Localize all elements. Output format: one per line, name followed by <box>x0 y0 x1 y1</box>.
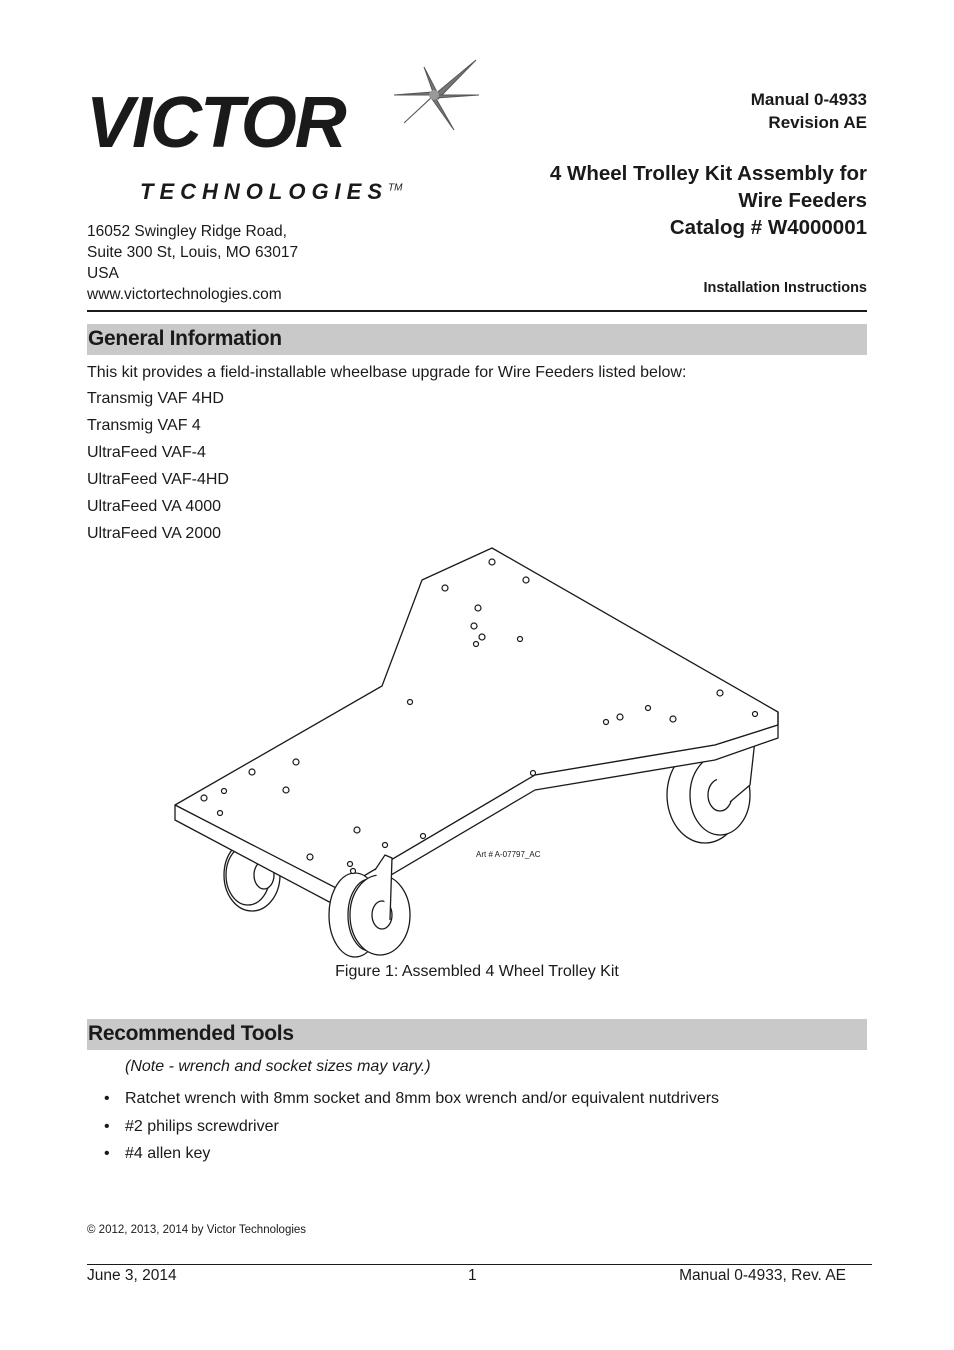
copyright-notice: © 2012, 2013, 2014 by Victor Technologies <box>87 1224 307 1236</box>
manual-revision: Revision AE <box>768 113 867 132</box>
trolley-illustration <box>160 540 800 970</box>
document-title <box>550 160 867 241</box>
art-number: Art # A-07797_AC <box>476 850 541 859</box>
intro-text: This kit provides a field-installable wheelbase upgrade for Wire Feeders listed below: <box>87 364 687 381</box>
bullet-icon: • <box>104 1117 110 1135</box>
title-line: Wire Feeders <box>738 189 867 212</box>
address-line: USA <box>87 265 119 282</box>
tools-note: (Note - wrench and socket sizes may vary.) <box>125 1058 431 1075</box>
list-item: • Ratchet wrench with 8mm socket and 8mm box wrench and/or equivalent nutdrivers <box>104 1088 719 1116</box>
model-item: UltraFeed VA 4000 <box>87 498 222 515</box>
installation-label: Installation Instructions <box>703 280 867 296</box>
model-item: UltraFeed VAF-4 <box>87 444 206 461</box>
header-divider <box>87 310 867 312</box>
company-website: www.victortechnologies.com <box>87 286 282 303</box>
catalog-number: Catalog # W4000001 <box>669 216 867 239</box>
model-item: UltraFeed VA 2000 <box>87 525 222 542</box>
section-heading-general <box>87 324 867 355</box>
model-item: Transmig VAF 4HD <box>87 390 224 407</box>
victor-logo <box>84 55 484 215</box>
star-icon <box>384 55 484 135</box>
logo-subtitle: TECHNOLOGIES™ <box>140 179 403 204</box>
footer-divider <box>87 1264 872 1265</box>
list-item: • #4 allen key <box>104 1143 719 1171</box>
logo-wordmark: VICTOR <box>86 83 345 163</box>
address-line: Suite 300 St, Louis, MO 63017 <box>87 244 299 261</box>
section-heading-tools <box>87 1019 867 1050</box>
title-line: 4 Wheel Trolley Kit Assembly for <box>549 162 867 185</box>
company-address <box>87 221 298 305</box>
list-item: • #2 philips screwdriver <box>104 1116 719 1144</box>
model-item: Transmig VAF 4 <box>87 417 201 434</box>
bullet-icon: • <box>104 1145 110 1162</box>
manual-info <box>751 88 867 134</box>
model-item: UltraFeed VAF-4HD <box>87 471 229 488</box>
manual-number: Manual 0-4933 <box>750 90 867 109</box>
figure-caption: Figure 1: Assembled 4 Wheel Trolley Kit <box>335 963 619 980</box>
section-heading-text: General Information <box>88 327 282 350</box>
tools-list <box>104 1088 719 1171</box>
footer-date: June 3, 2014 <box>87 1267 177 1284</box>
bullet-icon: • <box>104 1090 110 1107</box>
section-heading-text: Recommended Tools <box>88 1022 294 1045</box>
footer-manual: Manual 0-4933, Rev. AE <box>679 1267 846 1284</box>
page-number: 1 <box>468 1267 477 1284</box>
address-line: 16052 Swingley Ridge Road, <box>87 223 287 240</box>
